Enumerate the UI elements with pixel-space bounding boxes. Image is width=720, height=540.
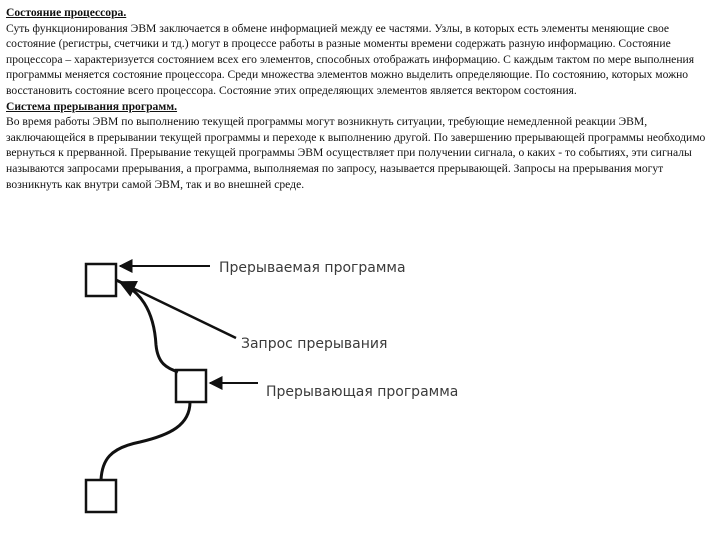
paragraph-processor-state: Суть функционирования ЭВМ заключается в обмене информацией между ее частями. Узлы, в которых есть элементы меняющие свое состояние (регистры, счетчики и тд.) могут в процессе работы в разные моменты времени содержать разную информацию. Состояние процессора – характеризуется состоянием всех его элементов, способных отображать информацию. С каждым тактом по мере выполнения программы меняется состояние процессора. Среди множества элементов можно выделить определяющие. По состоянию, которых можно восстановить состояние всего процессора. Состояние этих определяющих элементов является вектором состояния.: [6, 21, 695, 97]
interrupted-program-box: [86, 264, 116, 296]
interrupted-program-label: Прерываемая программа: [219, 260, 406, 276]
section-heading-processor-state: Состояние процессора.: [6, 6, 127, 19]
interrupt-request-label: Запрос прерывания: [241, 336, 388, 352]
return-box: [86, 480, 116, 512]
paragraph-interrupt-system: Во время работы ЭВМ по выполнению текущей программы могут возникнуть ситуации, требующие немедленной реакции ЭВМ, заключающейся в прерывании текущей программы и переходе к выполнению другой. По завершению прерывающей программы необходимо вернуться к прерванной. Прерывание текущей программы ЭВМ осуществляет при получении сигнала, о каких - то событиях, эти сигналы называются запросами прерывания, а программа, выполняемая по запросу, называется прерывающей. Запросы на прерывания могут возникнуть как внутри самой ЭВМ, так и во внешней среде.: [6, 115, 706, 191]
interrupt-request-pointer: [120, 282, 236, 338]
interrupt-diagram: [0, 240, 720, 540]
section-heading-interrupt-system: Система прерывания программ.: [6, 99, 178, 113]
document-text: [6, 5, 714, 192]
return-curve: [101, 402, 190, 480]
interrupting-program-label: Прерывающая программа: [266, 384, 459, 400]
interrupting-program-box: [176, 370, 206, 402]
